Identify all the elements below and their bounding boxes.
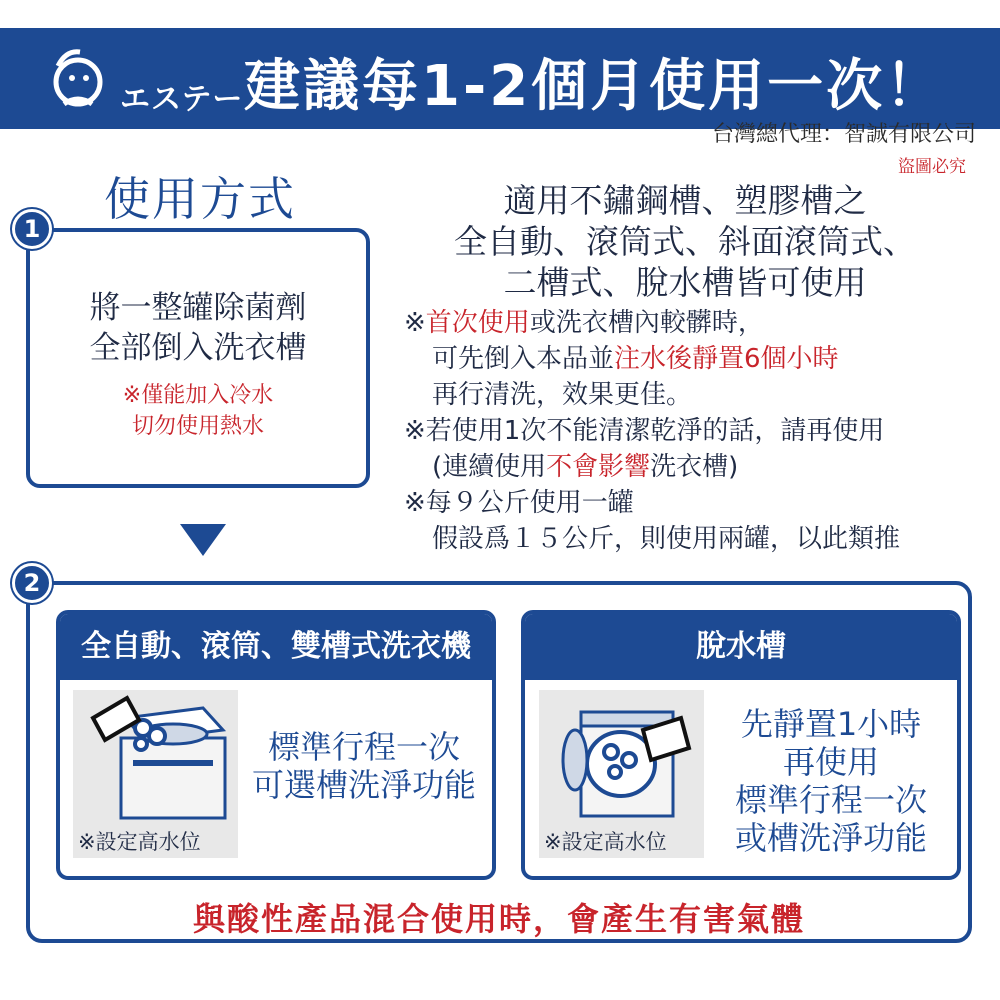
copyright-notice: 盜圖必究 [898, 157, 966, 177]
note-line-6: ※每９公斤使用一罐 [404, 488, 634, 518]
note-line-1 [404, 305, 994, 341]
note-line-4: ※若使用1次不能清潔乾淨的話，請再使用 [404, 416, 885, 446]
note-line-5 [404, 449, 994, 485]
compatibility-text [420, 180, 950, 303]
step1-caution [26, 380, 370, 442]
headline: 建議每1-2個月使用一次！ [244, 54, 945, 119]
step2-badge: 2 [12, 563, 52, 603]
spin-tub-instruction [704, 705, 958, 857]
note-highlight-no-effect: 不會影響 [546, 452, 651, 482]
note-line-3: 再行清洗，效果更佳。 [432, 380, 693, 410]
spin-tub-instruction-line-2: 再使用 [782, 743, 879, 781]
note-text: (連續使用 [432, 452, 547, 482]
spin-tub-water-level-note: ※設定高水位 [544, 830, 667, 854]
compat-line-1: 適用不鏽鋼槽、塑膠槽之 [503, 181, 867, 220]
spin-tub-panel-title: 脫水槽 [525, 614, 957, 680]
step1-caution-line-2: 切勿使用熱水 [131, 414, 264, 439]
step1-line-2: 全部倒入洗衣槽 [89, 330, 307, 366]
washer-instruction-line-1: 標準行程一次 [267, 728, 460, 766]
usage-notes [404, 305, 994, 557]
safety-warning: 與酸性產品混合使用時，會產生有害氣體 [192, 900, 805, 938]
down-arrow-icon [180, 524, 226, 556]
compat-line-2: 全自動、滾筒式、斜面滾筒式、 [454, 222, 916, 261]
step1-line-1: 將一整罐除菌劑 [89, 290, 307, 326]
spin-tub-instruction-line-3: 標準行程一次 [734, 781, 927, 819]
washer-instruction-line-2: 可選槽洗淨功能 [251, 766, 476, 804]
note-line-2 [404, 341, 994, 377]
detergent-packet-icon [93, 698, 139, 740]
note-line-7: 假設爲１５公斤，則使用兩罐，以此類推 [432, 524, 901, 554]
compat-line-3: 二槽式、脫水槽皆可使用 [503, 263, 867, 302]
note-text: 可先倒入本品並 [432, 344, 615, 374]
washer-instruction [236, 728, 492, 804]
brand-name: エステー [120, 82, 244, 117]
note-mark: ※ [404, 308, 426, 338]
step1-caution-line-1: ※僅能加入冷水 [122, 383, 274, 408]
usage-title: 使用方式 [104, 172, 296, 226]
step1-badge: 1 [12, 209, 52, 249]
washer-water-level-note: ※設定高水位 [78, 830, 201, 854]
step1-instruction [26, 288, 370, 368]
note-text: 或洗衣槽內較髒時， [529, 308, 764, 338]
spin-tub-instruction-line-1: 先靜置1小時 [740, 705, 922, 743]
note-text: 洗衣槽) [650, 452, 739, 482]
washer-panel-title: 全自動、滾筒、雙槽式洗衣機 [60, 614, 492, 680]
note-highlight-soak: 注水後靜置6個小時 [614, 344, 839, 374]
agent-info: 台灣總代理：智誠有限公司 [711, 122, 976, 147]
note-highlight-first-use: 首次使用 [425, 308, 530, 338]
spin-tub-instruction-line-4: 或槽洗淨功能 [734, 819, 927, 857]
